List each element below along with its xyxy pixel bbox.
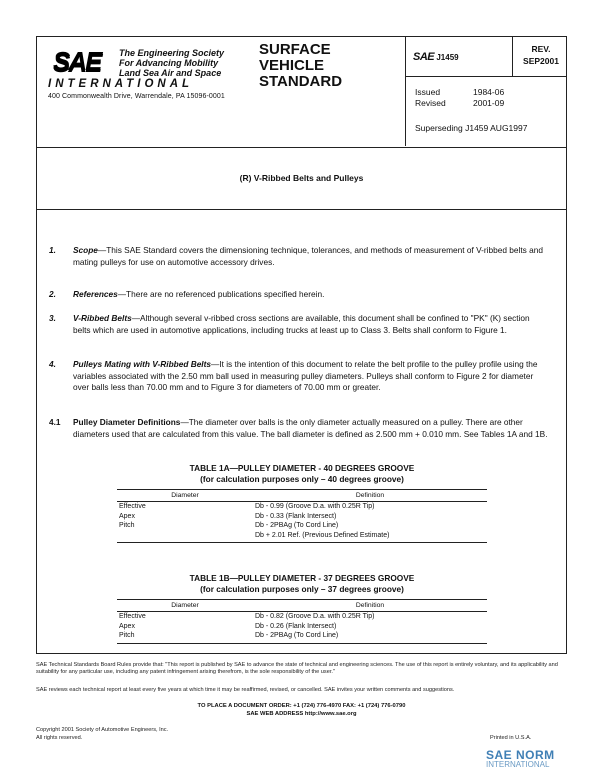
document-title-box (37, 147, 566, 210)
revision-box: REV. SEP2001 (523, 44, 559, 66)
web-address: SAE WEB ADDRESS http://www.sae.org (246, 711, 357, 717)
society-tagline: The Engineering Society For Advancing Mobility Land Sea Air and Space (119, 48, 225, 78)
document-number: SAE J1459 (413, 51, 459, 63)
table-row: Effective Db - 0.82 (Groove D.a. with 0.25R Tip) (119, 613, 375, 620)
table-1a-caption: TABLE 1A—PULLEY DIAMETER - 40 DEGREES GROOVE (189, 463, 415, 473)
section-references: 2. References—There are no referenced publications specified herein. (49, 289, 325, 299)
section-pulleys: 4. Pulleys Mating with V-Ribbed Belts—It is the intention of this document to relate the belt profile to the pulley profile using the variables associated with the 2.50 mm ball used in measuring pulley diameters. Pulleys shall conform to Figure 2 for diameter over balls less than 70.00 mm and to Figure 3 for diameters of 70.00 mm or greater. (49, 359, 538, 392)
table-row: Pitch Db - 2PBAg (To Cord Line) (119, 632, 339, 639)
table-1a-subcaption: (for calculation purposes only – 40 degrees groove) (200, 474, 404, 484)
table-row: Apex Db - 0.33 (Flank Intersect) (119, 512, 337, 520)
section-pulley-diameter-definitions: 4.1 Pulley Diameter Definitions—The diameter over balls is the only diameter actually measured on a pulley. There are other diameters used that are calculated from this value. The ball diameter is defined as 2.500 mm + 0.010 mm. See Tables 1A and 1B. (49, 417, 548, 439)
table-1b-subcaption: (for calculation purposes only – 37 degrees groove) (200, 584, 404, 594)
table-1b (117, 573, 487, 644)
review-policy: SAE reviews each technical report at least every five years at which time it may be reaffirmed, revised, or cancelled. SAE invites your written comments and suggestions. (36, 687, 455, 693)
table-row: Effective Db - 0.99 (Groove D.a. with 0.25R Tip) (119, 503, 375, 510)
superseding-note: Superseding J1459 AUG1997 (415, 123, 528, 133)
sae-logo: SAE (53, 46, 101, 76)
issue-dates: Issued 1984-06 Revised 2001-09 (415, 87, 505, 108)
section-scope: 1. Scope—This SAE Standard covers the dimensioning technique, tolerances, and methods of measurement of V-ribbed belts and mating pulleys for use on automotive accessory drives. (49, 245, 543, 267)
section-v-ribbed-belts: 3. V-Ribbed Belts—Although several v-ribbed cross sections are available, this document shall be confined to "PK" (K) section belts which are used in automotive applications, including trucks at least up to Class 3. Belts shall conform to Figure 1. (49, 313, 530, 335)
document-title: (R) V-Ribbed Belts and Pulleys (239, 173, 364, 183)
watermark-logo: SAE NORM INTERNATIONAL (486, 748, 555, 769)
table-row: Db + 2.01 Ref. (Previous Defined Estimate) (255, 531, 390, 539)
document-frame (36, 36, 567, 654)
table-1b-caption: TABLE 1B—PULLEY DIAMETER - 37 DEGREES GROOVE (189, 573, 415, 583)
international-label: INTERNATIONAL (48, 78, 194, 90)
order-line: TO PLACE A DOCUMENT ORDER: +1 (724) 776-4970 FAX: +1 (724) 776-0790 (197, 703, 406, 709)
standards-policy: SAE Technical Standards Board Rules provide that: "This report is published by SAE to advance the state of technical and engineering sciences. The use of this report is entirely voluntary, and its applicability and suitability for any particular use, including any patent infringement arising therefrom, is the sole responsibility of the user." (36, 662, 558, 675)
printed-in: Printed in U.S.A. (490, 735, 532, 741)
table-row: Pitch Db - 2PBAg (To Cord Line) (119, 522, 339, 529)
table-1b-header: Diameter Definition (117, 599, 487, 612)
document-header (37, 37, 566, 148)
sae-address: 400 Commonwealth Drive, Warrendale, PA 15096-0001 (48, 93, 225, 100)
standard-type: SURFACE VEHICLE STANDARD (259, 41, 343, 90)
table-row: Apex Db - 0.26 (Flank Intersect) (119, 622, 337, 630)
rights-reserved: All rights reserved. (36, 735, 83, 741)
table-1a (117, 463, 487, 543)
table-1a-header: Diameter Definition (117, 489, 487, 502)
copyright: Copyright 2001 Society of Automotive Engineers, Inc. (36, 727, 169, 733)
